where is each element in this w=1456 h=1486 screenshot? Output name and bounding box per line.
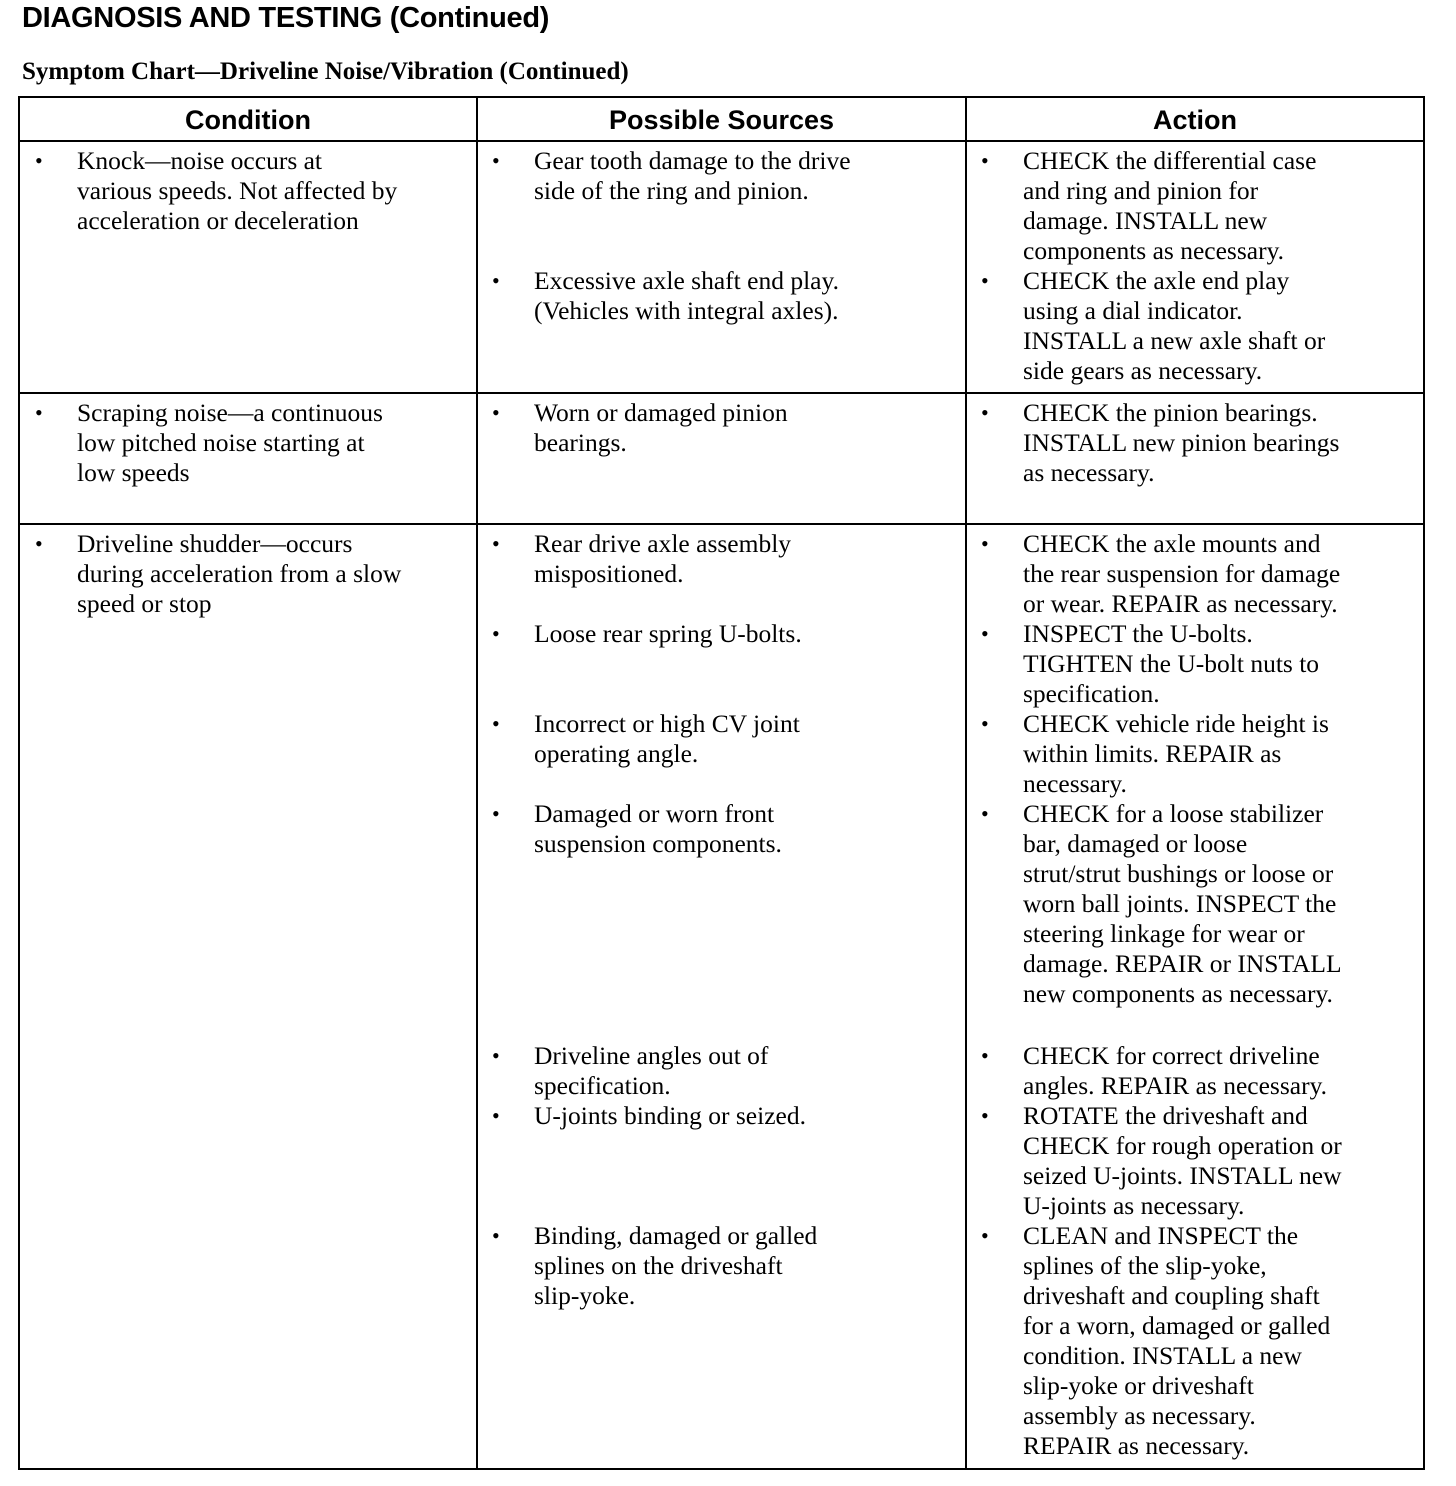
bullet-icon: •	[981, 621, 989, 646]
bullet-icon: •	[981, 400, 989, 425]
possible-source-item	[492, 709, 800, 769]
bullet-icon: •	[492, 268, 500, 293]
action-item	[981, 1221, 1331, 1461]
bullet-icon: •	[35, 531, 43, 556]
bullet-icon: •	[981, 1043, 989, 1068]
action-line: or wear. REPAIR as necessary.	[1023, 589, 1338, 618]
bullet-icon: •	[492, 1103, 500, 1128]
action-line: specification.	[1023, 679, 1160, 708]
source-line: side of the ring and pinion.	[534, 176, 809, 205]
action-line: ROTATE the driveshaft and	[1023, 1101, 1308, 1130]
source-line: specification.	[534, 1071, 671, 1100]
bullet-icon: •	[981, 268, 989, 293]
bullet-icon: •	[492, 400, 500, 425]
action-line: angles. REPAIR as necessary.	[1023, 1071, 1328, 1100]
action-line: slip-yoke or driveshaft	[1023, 1371, 1254, 1400]
possible-source-item	[492, 146, 851, 206]
action-item	[981, 266, 1326, 386]
bullet-icon: •	[492, 801, 500, 826]
column-divider	[965, 98, 967, 1468]
bullet-icon: •	[35, 148, 43, 173]
bullet-icon: •	[492, 621, 500, 646]
page-title: DIAGNOSIS AND TESTING (Continued)	[22, 2, 550, 34]
action-line: CHECK for correct driveline	[1023, 1041, 1320, 1070]
bullet-icon: •	[492, 531, 500, 556]
action-line: assembly as necessary.	[1023, 1401, 1256, 1430]
possible-source-item	[492, 529, 792, 589]
action-line: splines of the slip-yoke,	[1023, 1251, 1267, 1280]
condition-item	[35, 398, 383, 488]
action-line: CHECK the axle mounts and	[1023, 529, 1321, 558]
source-line: Binding, damaged or galled	[534, 1221, 818, 1250]
action-line: components as necessary.	[1023, 236, 1285, 265]
condition-line: various speeds. Not affected by	[77, 176, 398, 205]
column-divider	[476, 98, 478, 1468]
row-divider	[20, 523, 1423, 525]
action-line: CHECK for a loose stabilizer	[1023, 799, 1324, 828]
symptom-chart-table	[18, 96, 1425, 1470]
source-line: operating angle.	[534, 739, 699, 768]
condition-line: during acceleration from a slow	[77, 559, 402, 588]
action-line: new components as necessary.	[1023, 979, 1333, 1008]
source-line: slip-yoke.	[534, 1281, 636, 1310]
source-line: mispositioned.	[534, 559, 684, 588]
header-divider	[20, 140, 1423, 142]
bullet-icon: •	[981, 531, 989, 556]
condition-item	[35, 146, 398, 236]
bullet-icon: •	[35, 400, 43, 425]
action-line: CHECK the pinion bearings.	[1023, 398, 1318, 427]
action-line: CHECK the axle end play	[1023, 266, 1290, 295]
action-item	[981, 398, 1340, 488]
header-action: Action	[1153, 104, 1237, 135]
condition-line: Knock—noise occurs at	[77, 146, 323, 175]
action-line: bar, damaged or loose	[1023, 829, 1248, 858]
header-possible-sources: Possible Sources	[608, 104, 835, 135]
bullet-icon: •	[981, 1103, 989, 1128]
condition-line: Scraping noise—a continuous	[77, 398, 383, 427]
action-line: the rear suspension for damage	[1023, 559, 1341, 588]
bullet-icon: •	[492, 711, 500, 736]
header-condition: Condition	[185, 104, 311, 135]
bullet-icon: •	[981, 801, 989, 826]
source-line: U-joints binding or seized.	[534, 1101, 806, 1130]
action-item	[981, 1041, 1328, 1101]
action-item	[981, 619, 1320, 709]
action-line: for a worn, damaged or galled	[1023, 1311, 1331, 1340]
action-line: INSPECT the U-bolts.	[1023, 619, 1253, 648]
condition-line: low speeds	[77, 458, 190, 487]
possible-source-item	[492, 619, 802, 649]
bullet-icon: •	[492, 148, 500, 173]
possible-source-item	[492, 1221, 818, 1311]
source-line: Rear drive axle assembly	[534, 529, 792, 558]
action-line: damage. REPAIR or INSTALL	[1023, 949, 1342, 978]
source-line: Driveline angles out of	[534, 1041, 769, 1070]
action-line: strut/strut bushings or loose or	[1023, 859, 1334, 888]
action-line: using a dial indicator.	[1023, 296, 1243, 325]
source-line: Worn or damaged pinion	[534, 398, 788, 427]
action-line: REPAIR as necessary.	[1023, 1431, 1250, 1460]
bullet-icon: •	[981, 1223, 989, 1248]
bullet-icon: •	[981, 148, 989, 173]
action-line: driveshaft and coupling shaft	[1023, 1281, 1320, 1310]
condition-line: speed or stop	[77, 589, 212, 618]
action-line: U-joints as necessary.	[1023, 1191, 1245, 1220]
action-line: CHECK for rough operation or	[1023, 1131, 1342, 1160]
action-line: worn ball joints. INSPECT the	[1023, 889, 1337, 918]
action-item	[981, 709, 1329, 799]
source-line: Gear tooth damage to the drive	[534, 146, 851, 175]
action-item	[981, 529, 1341, 619]
action-item	[981, 799, 1342, 1009]
action-line: steering linkage for wear or	[1023, 919, 1305, 948]
source-line: splines on the driveshaft	[534, 1251, 783, 1280]
condition-line: acceleration or deceleration	[77, 206, 359, 235]
bullet-icon: •	[492, 1043, 500, 1068]
source-line: (Vehicles with integral axles).	[534, 296, 839, 325]
action-line: CHECK the differential case	[1023, 146, 1317, 175]
possible-source-item	[492, 398, 788, 458]
source-line: Excessive axle shaft end play.	[534, 266, 839, 295]
action-line: as necessary.	[1023, 458, 1155, 487]
bullet-icon: •	[492, 1223, 500, 1248]
action-line: seized U-joints. INSTALL new	[1023, 1161, 1342, 1190]
action-line: necessary.	[1023, 769, 1127, 798]
action-line: INSTALL a new axle shaft or	[1023, 326, 1326, 355]
source-line: suspension components.	[534, 829, 782, 858]
source-line: Damaged or worn front	[534, 799, 775, 828]
condition-item	[35, 529, 402, 619]
action-line: side gears as necessary.	[1023, 356, 1263, 385]
action-item	[981, 1101, 1342, 1221]
row-divider	[20, 392, 1423, 394]
source-line: Loose rear spring U-bolts.	[534, 619, 802, 648]
action-line: and ring and pinion for	[1023, 176, 1259, 205]
source-line: Incorrect or high CV joint	[534, 709, 800, 738]
action-item	[981, 146, 1317, 266]
action-line: within limits. REPAIR as	[1023, 739, 1282, 768]
bullet-icon: •	[981, 711, 989, 736]
chart-title: Symptom Chart—Driveline Noise/Vibration (Continued)	[22, 58, 629, 85]
possible-source-item	[492, 1041, 769, 1101]
possible-source-item	[492, 1101, 806, 1131]
source-line: bearings.	[534, 428, 627, 457]
action-line: damage. INSTALL new	[1023, 206, 1268, 235]
action-line: INSTALL new pinion bearings	[1023, 428, 1340, 457]
action-line: CHECK vehicle ride height is	[1023, 709, 1329, 738]
action-line: CLEAN and INSPECT the	[1023, 1221, 1299, 1250]
action-line: TIGHTEN the U-bolt nuts to	[1023, 649, 1320, 678]
possible-source-item	[492, 799, 782, 859]
condition-line: low pitched noise starting at	[77, 428, 365, 457]
condition-line: Driveline shudder—occurs	[77, 529, 353, 558]
action-line: condition. INSTALL a new	[1023, 1341, 1302, 1370]
possible-source-item	[492, 266, 839, 326]
